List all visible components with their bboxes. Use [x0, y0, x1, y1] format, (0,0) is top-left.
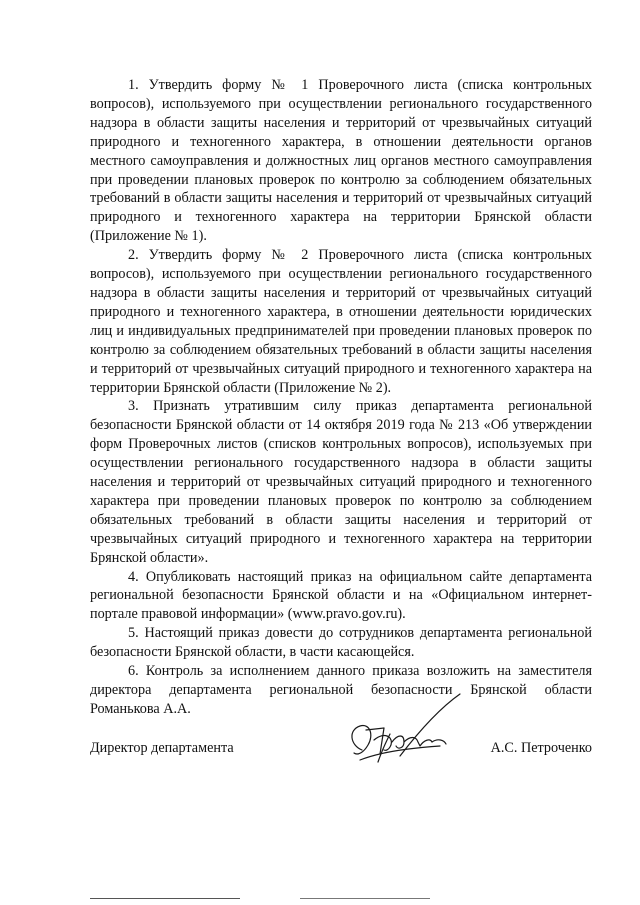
paragraph-5: 5. Настоящий приказ довести до сотрудников департамента региональной безопасности Брянской области, в части касающейся.	[90, 625, 592, 661]
paragraph-2: 2. Утвердить форму № 2 Проверочного листа (списка контрольных вопросов), используемого при осуществлении регионального государственного надзора в области защиты населения и территорий от чрезвычайных ситуаций природного и техногенного характера, в отношении деятельности юридических лиц и индивидуальных предпринимателей при проведении плановых проверок по контролю за соблюдением обязательных требований в области защиты населения и территорий от чрезвычайных ситуаций природного и техногенного характера на территории Брянской области (Приложение № 2).	[90, 247, 592, 396]
scan-edge-line	[300, 898, 430, 899]
paragraph-3: 3. Признать утратившим силу приказ департамента региональной безопасности Брянской области от 14 октября 2019 года № 213 «Об утверждении форм Проверочных листов (списков контрольных вопросов), используемых при осуществлении регионального государственного надзора в области защиты населения и территорий от чрезвычайных ситуаций природного и техногенного характера при проведении плановых проверок по контролю за соблюдением обязательных требований в области защиты населения и территорий от чрезвычайных ситуаций природного и техногенного характера на территории Брянской области».	[90, 398, 592, 566]
paragraph-1: 1. Утвердить форму № 1 Проверочного листа (списка контрольных вопросов), используемого при осуществлении регионального государственного надзора в области защиты населения и территорий от чрезвычайных ситуаций природного и техногенного характера, в отношении деятельности органов местного самоуправления и должностных лиц органов местного самоуправления при проведении плановых проверок по контролю за соблюдением обязательных требований в области защиты населения и территорий от чрезвычайных ситуаций природного и техногенного характера на территории Брянской области (Приложение № 1).	[90, 77, 592, 245]
paragraph-6: 6. Контроль за исполнением данного приказа возложить на заместителя директора департамента региональной безопасности Брянской области Романькова А.А.	[90, 663, 592, 717]
signature-block	[90, 728, 592, 788]
scan-edge-line	[90, 898, 240, 899]
document-body	[90, 76, 592, 719]
signer-name: А.С. Петроченко	[490, 740, 592, 756]
signer-title: Директор департамента	[90, 740, 234, 756]
handwritten-signature	[340, 690, 470, 772]
paragraph-4: 4. Опубликовать настоящий приказ на официальном сайте департамента региональной безопасности Брянской области и на «Официальном интернет-портале правовой информации» (www.pravo.gov.ru).	[90, 568, 592, 623]
